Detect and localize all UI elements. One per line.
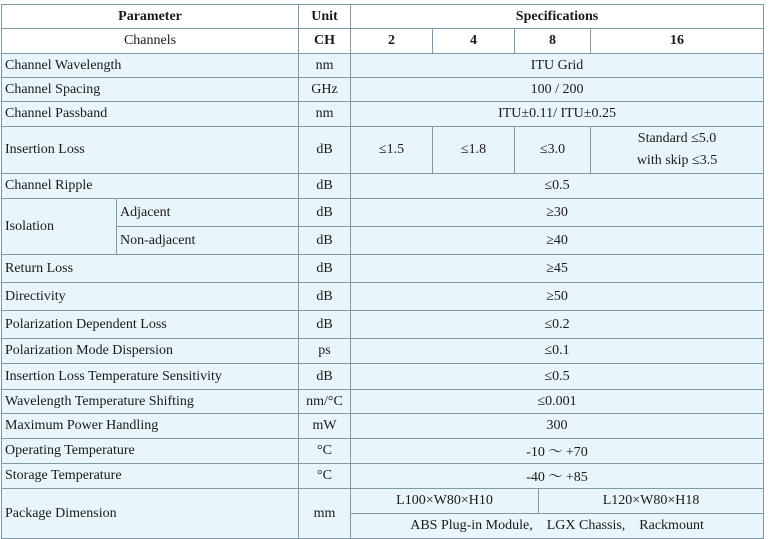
spec-value: ITU Grid — [351, 54, 764, 78]
spec-value-16ch — [591, 127, 764, 174]
table-row — [2, 199, 764, 227]
sub-param-label: Adjacent — [117, 199, 299, 227]
header-row — [2, 5, 764, 29]
spec-value: ≥40 — [351, 227, 764, 255]
package-types: ABS Plug-in Module, LGX Chassis, Rackmount — [351, 514, 764, 539]
param-label: Isolation — [2, 199, 117, 255]
spec-value-16ch-skip: with skip ≤3.5 — [636, 153, 718, 168]
header-parameter: Parameter — [2, 5, 299, 29]
spec-value: 100 / 200 — [351, 78, 764, 102]
spec-value: ITU±0.11/ ITU±0.25 — [351, 102, 764, 127]
sub-param-label: Non-adjacent — [117, 227, 299, 255]
table-row — [2, 339, 764, 364]
unit-cell: °C — [299, 464, 351, 489]
param-label: Storage Temperature — [2, 464, 299, 489]
table-row — [2, 489, 764, 514]
unit-cell: ps — [299, 339, 351, 364]
table-row — [2, 414, 764, 439]
unit-cell: dB — [299, 199, 351, 227]
spec-value-8ch: ≤3.0 — [515, 127, 591, 174]
param-label: Maximum Power Handling — [2, 414, 299, 439]
unit-cell: dB — [299, 227, 351, 255]
spec-value: -40 ～ +85 — [351, 464, 764, 489]
spec-value-4ch: ≤1.8 — [433, 127, 515, 174]
package-dimension-b: L120×W80×H18 — [539, 489, 764, 514]
unit-cell: dB — [299, 174, 351, 199]
table-row — [2, 227, 764, 255]
spec-value: ≤0.1 — [351, 339, 764, 364]
param-label: Channel Passband — [2, 102, 299, 127]
channel-count-8: 8 — [515, 29, 591, 54]
param-label: Operating Temperature — [2, 439, 299, 464]
specifications-table — [1, 4, 764, 539]
unit-cell: nm — [299, 102, 351, 127]
spec-value: ≤0.5 — [351, 364, 764, 390]
table-row — [2, 255, 764, 283]
channels-label: Channels — [2, 29, 299, 54]
table-row — [2, 439, 764, 464]
unit-cell: mW — [299, 414, 351, 439]
unit-cell: nm/°C — [299, 390, 351, 414]
unit-cell: dB — [299, 283, 351, 311]
table-row — [2, 390, 764, 414]
unit-cell: mm — [299, 489, 351, 539]
unit-cell: °C — [299, 439, 351, 464]
spec-value: ≥45 — [351, 255, 764, 283]
spec-value: ≥30 — [351, 199, 764, 227]
param-label: Wavelength Temperature Shifting — [2, 390, 299, 414]
table-row — [2, 283, 764, 311]
spec-value-2ch: ≤1.5 — [351, 127, 433, 174]
spec-value: ≥50 — [351, 283, 764, 311]
spec-value: ≤0.5 — [351, 174, 764, 199]
spec-value-16ch-standard: Standard ≤5.0 — [637, 131, 717, 146]
channel-count-16: 16 — [591, 29, 764, 54]
table-row — [2, 78, 764, 102]
spec-value: ≤0.2 — [351, 311, 764, 339]
param-label: Channel Spacing — [2, 78, 299, 102]
param-label: Polarization Mode Dispersion — [2, 339, 299, 364]
param-label: Directivity — [2, 283, 299, 311]
unit-cell: dB — [299, 364, 351, 390]
header-specifications: Specifications — [351, 5, 764, 29]
unit-cell: dB — [299, 255, 351, 283]
channels-unit: CH — [299, 29, 351, 54]
param-label: Package Dimension — [2, 489, 299, 539]
channels-row — [2, 29, 764, 54]
spec-value: -10 ～ +70 — [351, 439, 764, 464]
table-row — [2, 127, 764, 174]
param-label: Insertion Loss Temperature Sensitivity — [2, 364, 299, 390]
table-row — [2, 102, 764, 127]
header-unit: Unit — [299, 5, 351, 29]
spec-value: ≤0.001 — [351, 390, 764, 414]
table-row — [2, 311, 764, 339]
unit-cell: dB — [299, 311, 351, 339]
table-row — [2, 54, 764, 78]
param-label: Insertion Loss — [2, 127, 299, 174]
table-row — [2, 364, 764, 390]
spec-value: 300 — [351, 414, 764, 439]
param-label: Channel Wavelength — [2, 54, 299, 78]
param-label: Return Loss — [2, 255, 299, 283]
param-label: Channel Ripple — [2, 174, 299, 199]
param-label: Polarization Dependent Loss — [2, 311, 299, 339]
channel-count-4: 4 — [433, 29, 515, 54]
table-row — [2, 464, 764, 489]
table-row — [2, 174, 764, 199]
unit-cell: nm — [299, 54, 351, 78]
unit-cell: GHz — [299, 78, 351, 102]
package-dimension-a: L100×W80×H10 — [351, 489, 539, 514]
channel-count-2: 2 — [351, 29, 433, 54]
unit-cell: dB — [299, 127, 351, 174]
